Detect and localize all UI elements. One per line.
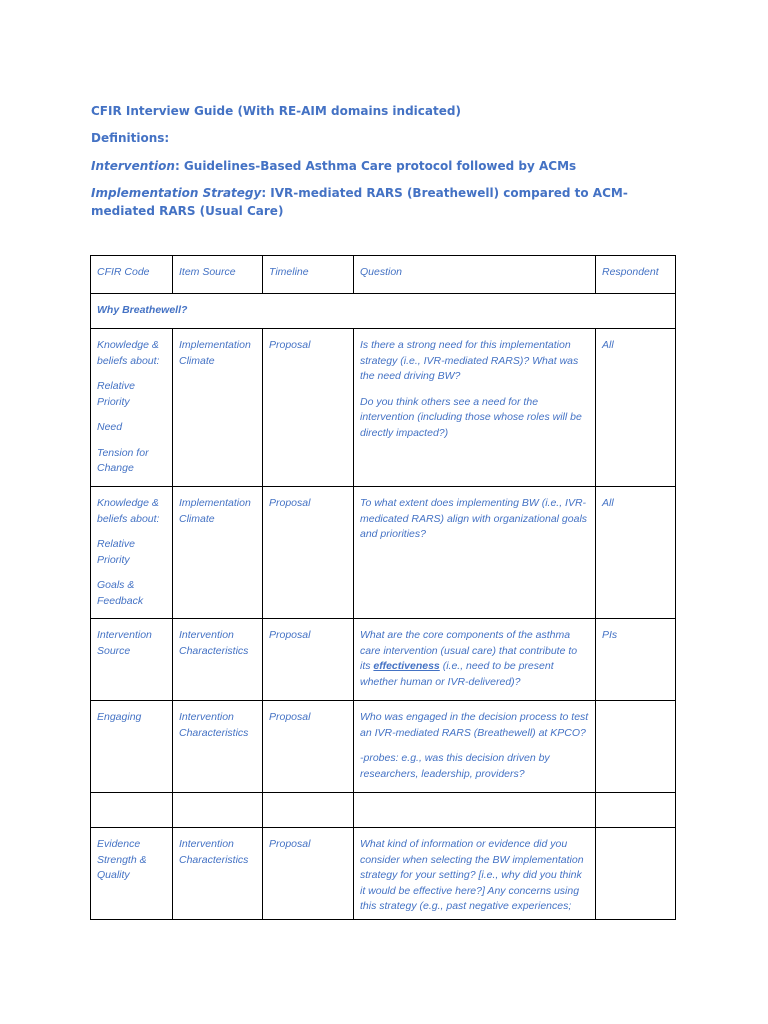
question-text: To what extent does implementing BW (i.e., IVR-medicated RARS) align with organizational goals and priorities? (360, 497, 588, 540)
intervention-label: Intervention (91, 159, 175, 173)
cfir-code-text: Goals & Feedback (97, 579, 144, 607)
intervention-text: : Guidelines-Based Asthma Care protocol followed by ACMs (174, 159, 577, 173)
respondent-cell (596, 828, 676, 920)
question-text (360, 628, 589, 690)
cfir-code-cell (91, 619, 173, 701)
header-cfir-code: CFIR Code (91, 256, 173, 294)
empty-cell (91, 793, 173, 828)
respondent-cell: All (596, 329, 676, 487)
cfir-code-text: Engaging (97, 711, 142, 723)
timeline-cell: Proposal (263, 487, 354, 619)
implementation-strategy-label: Implementation Strategy (91, 186, 262, 200)
question-text-post: (i.e., need to be present whether human or IVR-delivered)? (360, 660, 554, 688)
cfir-code-cell (91, 701, 173, 793)
respondent-cell: All (596, 487, 676, 619)
section-title: Why Breathewell? (91, 294, 676, 329)
item-source-cell: Implementation Climate (173, 487, 263, 619)
question-cell (354, 619, 596, 701)
respondent-cell: PIs (596, 619, 676, 701)
header-item-source: Item Source (173, 256, 263, 294)
cfir-code-text: Knowledge & beliefs about: (97, 339, 160, 367)
question-text: Do you think others see a need for the intervention (including those whose roles will be directly impacted?) (360, 395, 582, 439)
question-cell (354, 828, 596, 920)
table-row (91, 619, 676, 701)
document-title: CFIR Interview Guide (With RE-AIM domains indicated) (91, 104, 461, 118)
item-source-cell: Intervention Characteristics (173, 701, 263, 793)
item-source-cell: Implementation Climate (173, 329, 263, 487)
header-question: Question (354, 256, 596, 294)
question-text: -probes: e.g., was this decision driven by researchers, leadership, providers? (360, 752, 550, 780)
cfir-code-text: Need (97, 421, 123, 433)
timeline-cell: Proposal (263, 701, 354, 793)
question-text: Who was engaged in the decision process to test an IVR-mediated RARS (Breathewell) at KPCO? (360, 711, 589, 739)
timeline-cell: Proposal (263, 329, 354, 487)
question-cell (354, 329, 596, 487)
cfir-code-cell (91, 828, 173, 920)
table-row (91, 329, 676, 487)
header-respondent: Respondent (596, 256, 676, 294)
implementation-strategy-text: : IVR-mediated RARS (Breathewell) compared to ACM-mediated RARS (Usual Care) (91, 186, 628, 218)
timeline-cell: Proposal (263, 828, 354, 920)
respondent-cell (596, 701, 676, 793)
cfir-code-text: Tension for Change (97, 446, 149, 474)
table-header-row (91, 256, 676, 294)
implementation-strategy-definition (91, 184, 691, 220)
section-row (91, 294, 676, 329)
item-source-cell: Intervention Characteristics (173, 619, 263, 701)
item-source-cell: Intervention Characteristics (173, 828, 263, 920)
empty-cell (173, 793, 263, 828)
table-row (91, 701, 676, 793)
cfir-code-text: Intervention Source (97, 629, 152, 657)
question-text: Is there a strong need for this implementation strategy (i.e., IVR-mediated RARS)? What was the need driving BW? (360, 339, 579, 382)
effectiveness-emphasis: effectiveness (373, 660, 440, 672)
empty-cell (596, 793, 676, 828)
timeline-cell: Proposal (263, 619, 354, 701)
definitions-heading: Definitions: (91, 131, 170, 145)
cfir-code-text: Relative Priority (97, 380, 135, 408)
table-row (91, 487, 676, 619)
question-text: What kind of information or evidence did you consider when selecting the BW implementation strategy for your setting? [i.e., why did you think it would be effective here?] Any concerns using this strategy (e.g., past negative experiences; (360, 838, 584, 912)
question-cell (354, 701, 596, 793)
header-timeline: Timeline (263, 256, 354, 294)
cfir-code-text: Evidence Strength & Quality (97, 838, 147, 881)
interview-guide-table (90, 255, 676, 920)
cfir-code-text: Knowledge & beliefs about: (97, 497, 160, 525)
question-text-pre: What are the core components of the asthma care intervention (usual care) that contribute to its (360, 629, 578, 672)
cfir-code-text: Relative Priority (97, 538, 135, 566)
table-row (91, 828, 676, 920)
intervention-definition (91, 157, 691, 175)
empty-cell (263, 793, 354, 828)
question-cell (354, 487, 596, 619)
empty-cell (354, 793, 596, 828)
empty-row (91, 793, 676, 828)
cfir-code-cell (91, 329, 173, 487)
cfir-code-cell (91, 487, 173, 619)
